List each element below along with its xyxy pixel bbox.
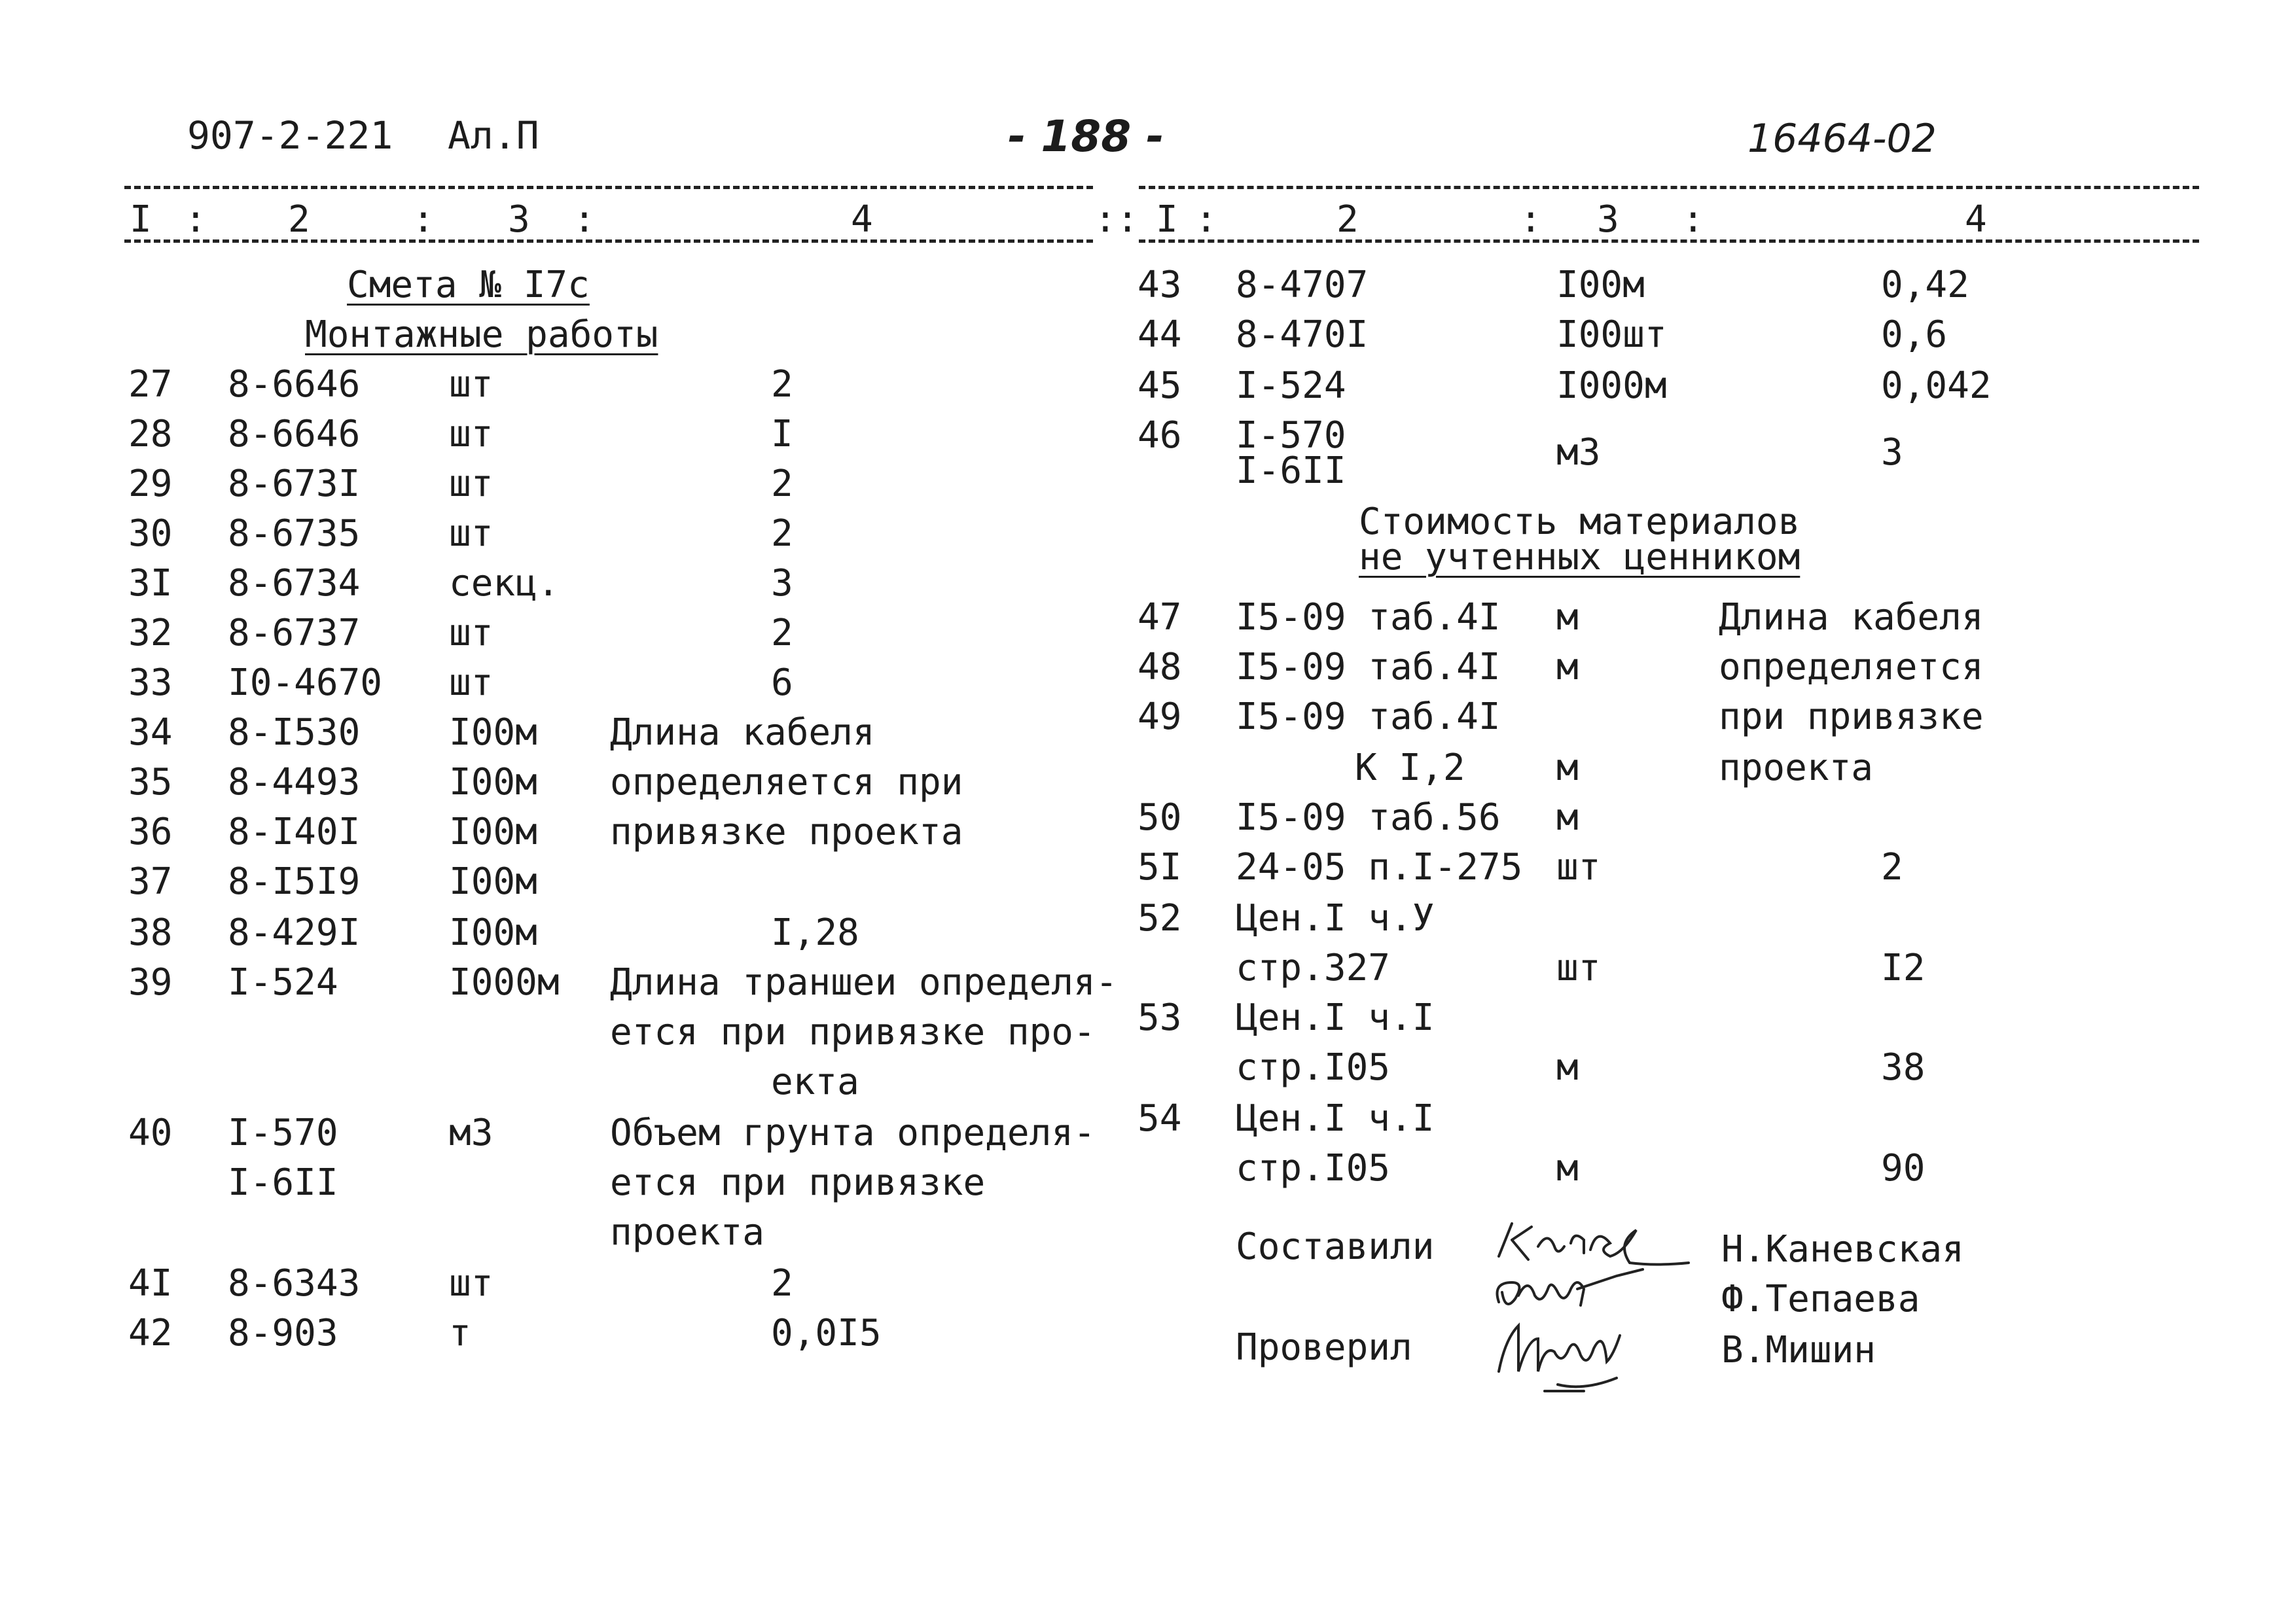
- row-value: Длина кабеля: [610, 711, 875, 754]
- row-number: 45: [1138, 364, 1182, 407]
- row-unit: м: [1556, 646, 1579, 688]
- row-unit: шт: [449, 512, 493, 555]
- row-code: 24-05 п.I-275: [1236, 846, 1523, 889]
- row-code: 8-6734: [228, 562, 361, 605]
- col-header-1-right: I: [1156, 198, 1178, 241]
- row-number: 52: [1138, 897, 1182, 940]
- materials-heading-line1: Стоимость материалов: [1359, 501, 1801, 543]
- row-unit: шт: [1556, 846, 1601, 889]
- row-code: Цен.I ч.У: [1236, 897, 1435, 940]
- row-value: I: [771, 413, 793, 455]
- col-header-2-right: 2: [1336, 198, 1359, 241]
- row-code: К I,2: [1355, 747, 1465, 789]
- row-code-2: I-6II: [1236, 450, 1346, 492]
- row-code: I-6II: [228, 1161, 338, 1204]
- row-number: 28: [128, 413, 173, 455]
- row-code: 8-6646: [228, 413, 361, 455]
- row-code: стр.327: [1236, 947, 1391, 989]
- row-code: I5-09 таб.56: [1236, 796, 1501, 839]
- row-unit: I00шт: [1556, 313, 1667, 356]
- header-rule-bottom-left: [124, 239, 1093, 243]
- row-unit: м: [1556, 1046, 1579, 1089]
- row-unit: м: [1556, 796, 1579, 839]
- row-value: при привязке: [1719, 696, 1984, 738]
- row-unit: шт: [449, 413, 493, 455]
- row-unit: м3: [1556, 431, 1601, 474]
- row-code: I-524: [228, 961, 338, 1004]
- materials-heading-line2: не учтенных ценником: [1359, 536, 1801, 578]
- handwritten-signature-3: [1486, 1313, 1656, 1398]
- row-number: 39: [128, 961, 173, 1004]
- col-header-4-right: 4: [1965, 198, 1987, 241]
- row-code: 8-I5I9: [228, 860, 361, 903]
- row-value: проекта: [610, 1211, 765, 1254]
- row-unit: секц.: [449, 562, 560, 605]
- row-unit: I00м: [449, 811, 537, 853]
- row-value: 2: [771, 1262, 793, 1305]
- row-unit: шт: [449, 363, 493, 406]
- row-value: 6: [771, 662, 793, 704]
- col-header-2-left: 2: [288, 198, 310, 241]
- row-value: 2: [771, 512, 793, 555]
- row-code: 8-I530: [228, 711, 361, 754]
- row-unit: шт: [1556, 947, 1601, 989]
- row-code: стр.I05: [1236, 1147, 1391, 1190]
- row-value: Объем грунта определя-: [610, 1112, 1096, 1154]
- row-code: 8-4707: [1236, 264, 1369, 306]
- row-code: Цен.I ч.I: [1236, 1097, 1435, 1140]
- row-code: 8-I40I: [228, 811, 361, 853]
- row-number: 38: [128, 911, 173, 954]
- row-value: 2: [1881, 846, 1903, 889]
- col-header-4-left: 4: [851, 198, 873, 241]
- checked-by-label: Проверил: [1236, 1326, 1412, 1369]
- row-unit: I000м: [449, 961, 560, 1004]
- page-number: - 188 -: [1008, 111, 1164, 162]
- album-label: Ал.П: [448, 113, 539, 158]
- row-unit: I00м: [1556, 264, 1645, 306]
- row-code: 8-6735: [228, 512, 361, 555]
- row-number: 46: [1138, 414, 1182, 457]
- inventory-number: 16464-02: [1747, 116, 1937, 162]
- row-code: Цен.I ч.I: [1236, 997, 1435, 1039]
- row-number: 47: [1138, 596, 1182, 639]
- doc-code: 907-2-221: [187, 113, 393, 158]
- row-value: 90: [1881, 1147, 1926, 1190]
- row-unit: шт: [449, 612, 493, 654]
- row-value: 0,0I5: [771, 1312, 882, 1354]
- row-unit: шт: [449, 463, 493, 505]
- row-value: 38: [1881, 1046, 1926, 1089]
- row-value: 0,42: [1881, 264, 1969, 306]
- row-code: I-570: [228, 1112, 338, 1154]
- row-number: 27: [128, 363, 173, 406]
- row-number: 35: [128, 761, 173, 803]
- row-number: 42: [128, 1312, 173, 1354]
- row-value: 0,6: [1881, 313, 1948, 356]
- row-code: 8-6737: [228, 612, 361, 654]
- signer-name-3: В.Мишин: [1721, 1329, 1876, 1371]
- row-unit: м: [1556, 1147, 1579, 1190]
- row-code: I5-09 таб.4I: [1236, 646, 1501, 688]
- signer-name-1: Н.Каневская: [1721, 1228, 1964, 1271]
- row-unit: I00м: [449, 911, 537, 954]
- row-code: 8-6343: [228, 1262, 361, 1305]
- row-unit: т: [449, 1312, 471, 1354]
- row-number: 44: [1138, 313, 1182, 356]
- row-value: определяется: [1719, 646, 1984, 688]
- col-sep: :: [1520, 198, 1542, 241]
- row-value: екта: [771, 1061, 859, 1103]
- row-unit: I00м: [449, 711, 537, 754]
- row-number: 49: [1138, 696, 1182, 738]
- row-code: I0-4670: [228, 662, 383, 704]
- row-unit: шт: [449, 1262, 493, 1305]
- row-unit: м: [1556, 747, 1579, 789]
- row-code: 8-903: [228, 1312, 338, 1354]
- estimate-subtitle: Монтажные работы: [305, 313, 658, 356]
- header-rule-bottom-right: [1139, 239, 2199, 243]
- col-header-3-left: 3: [508, 198, 530, 241]
- row-number: 36: [128, 811, 173, 853]
- row-code: 8-4493: [228, 761, 361, 803]
- row-number: 48: [1138, 646, 1182, 688]
- col-sep: :: [1682, 198, 1704, 241]
- row-value: Длина траншеи определя-: [610, 961, 1118, 1004]
- row-number: 3I: [128, 562, 173, 605]
- row-code: I-524: [1236, 364, 1346, 407]
- row-code: I-570: [1236, 414, 1346, 457]
- row-number: 32: [128, 612, 173, 654]
- row-value: 2: [771, 612, 793, 654]
- row-unit: шт: [449, 662, 493, 704]
- signer-name-2: Ф.Тепаева: [1721, 1278, 1920, 1320]
- col-sep: :: [1195, 198, 1217, 241]
- col-header-1-left: I: [130, 198, 152, 241]
- row-number: 40: [128, 1112, 173, 1154]
- row-value: 2: [771, 363, 793, 406]
- row-number: 33: [128, 662, 173, 704]
- row-value: 3: [771, 562, 793, 605]
- row-unit: I00м: [449, 860, 537, 903]
- row-number: 54: [1138, 1097, 1182, 1140]
- row-unit: м3: [449, 1112, 493, 1154]
- row-value: ется при привязке: [610, 1161, 986, 1204]
- row-value: 2: [771, 463, 793, 505]
- row-number: 4I: [128, 1262, 173, 1305]
- row-code: 8-470I: [1236, 313, 1369, 356]
- row-code: 8-673I: [228, 463, 361, 505]
- row-number: 5I: [1138, 846, 1182, 889]
- composed-by-label: Составили: [1236, 1226, 1435, 1268]
- row-value: определяется при: [610, 761, 963, 803]
- estimate-title: Смета № I7c: [347, 264, 590, 306]
- row-value: I2: [1881, 947, 1926, 989]
- row-number: 29: [128, 463, 173, 505]
- row-unit: I00м: [449, 761, 537, 803]
- row-number: 43: [1138, 264, 1182, 306]
- col-sep: :: [573, 198, 596, 241]
- row-code: I5-09 таб.4I: [1236, 596, 1501, 639]
- row-code: I5-09 таб.4I: [1236, 696, 1501, 738]
- row-code: стр.I05: [1236, 1046, 1391, 1089]
- row-number: 30: [128, 512, 173, 555]
- row-value: I,28: [771, 911, 859, 954]
- col-header-3-right: 3: [1597, 198, 1619, 241]
- col-sep: :: [185, 198, 207, 241]
- row-value: привязке проекта: [610, 811, 963, 853]
- row-value: 3: [1881, 431, 1903, 474]
- row-value: 0,042: [1881, 364, 1992, 407]
- row-number: 50: [1138, 796, 1182, 839]
- row-value: Длина кабеля: [1719, 596, 1984, 639]
- col-sep-double: ::: [1094, 198, 1139, 241]
- header-rule-top-right: [1139, 186, 2199, 189]
- row-unit: м: [1556, 596, 1579, 639]
- row-code: 8-429I: [228, 911, 361, 954]
- row-value: ется при привязке про-: [610, 1011, 1096, 1053]
- row-number: 37: [128, 860, 173, 903]
- row-unit: I000м: [1556, 364, 1667, 407]
- header-rule-top-left: [124, 186, 1093, 189]
- row-value: проекта: [1719, 747, 1874, 789]
- col-sep: :: [412, 198, 435, 241]
- row-number: 34: [128, 711, 173, 754]
- row-code: 8-6646: [228, 363, 361, 406]
- row-number: 53: [1138, 997, 1182, 1039]
